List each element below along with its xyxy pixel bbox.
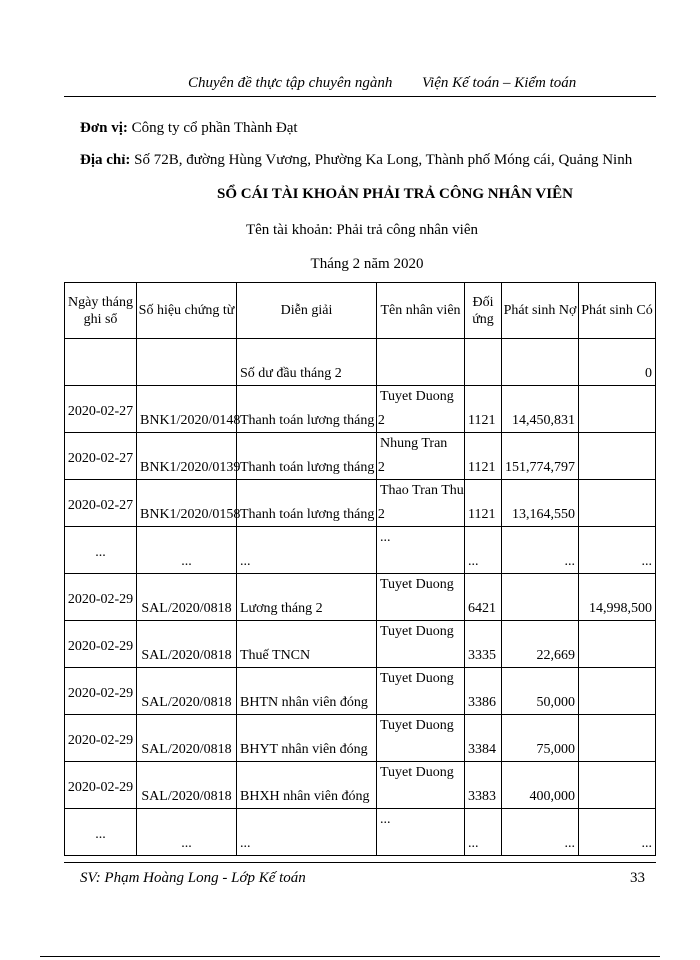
row-description: BHYT nhân viên đóng bbox=[240, 742, 368, 757]
row-credit-cell bbox=[579, 762, 656, 809]
row-employee: Tuyet Duong bbox=[380, 718, 454, 733]
row-voucher-cell bbox=[137, 386, 241, 433]
opening-account-cell bbox=[465, 339, 502, 386]
row-account-cell bbox=[465, 480, 502, 527]
col-header-date: Ngày tháng ghi sổ bbox=[65, 283, 137, 339]
row-debit-cell bbox=[502, 527, 579, 574]
row-employee: Tuyet Duong bbox=[380, 389, 454, 404]
row-date-cell bbox=[65, 480, 137, 527]
row-voucher: SAL/2020/0818 bbox=[141, 601, 232, 616]
row-account: 3335 bbox=[468, 648, 496, 663]
row-debit-cell bbox=[502, 621, 579, 668]
row-description-cell bbox=[237, 574, 377, 621]
opening-balance-row bbox=[65, 339, 656, 386]
row-employee: Tuyet Duong bbox=[380, 671, 454, 686]
opening-employee-cell bbox=[377, 339, 465, 386]
row-employee: ... bbox=[380, 812, 391, 827]
opening-voucher-cell bbox=[137, 339, 237, 386]
footer-rule bbox=[64, 862, 656, 863]
row-description: Thanh toán lương tháng 2 bbox=[240, 507, 385, 522]
table-row bbox=[65, 762, 656, 809]
row-voucher-cell bbox=[137, 715, 237, 762]
row-employee-cell bbox=[377, 809, 465, 856]
row-debit-cell bbox=[502, 762, 579, 809]
row-debit: 22,669 bbox=[536, 648, 575, 663]
row-description: Lương tháng 2 bbox=[240, 601, 323, 616]
row-description-cell bbox=[237, 480, 385, 527]
row-employee-cell bbox=[377, 762, 465, 809]
table-row bbox=[65, 621, 656, 668]
row-debit-cell bbox=[502, 433, 579, 480]
row-description-cell bbox=[237, 809, 377, 856]
row-account-cell bbox=[465, 621, 502, 668]
row-debit: 50,000 bbox=[536, 695, 575, 710]
header-course-title: Chuyên đề thực tập chuyên ngành bbox=[188, 75, 393, 91]
row-account: 1121 bbox=[468, 460, 496, 475]
header-rule bbox=[64, 96, 656, 97]
footer-student: SV: Phạm Hoàng Long - Lớp Kế toán bbox=[80, 870, 306, 886]
row-account-cell bbox=[465, 762, 502, 809]
row-employee: Tuyet Duong bbox=[380, 765, 454, 780]
row-employee-cell bbox=[377, 715, 465, 762]
row-date-cell bbox=[65, 715, 137, 762]
col-header-voucher: Số hiệu chứng từ bbox=[137, 283, 237, 339]
row-employee-cell bbox=[377, 668, 465, 715]
row-voucher-cell bbox=[137, 480, 241, 527]
row-voucher: SAL/2020/0818 bbox=[141, 742, 232, 757]
row-date: 2020-02-27 bbox=[67, 451, 134, 467]
row-credit-cell bbox=[579, 809, 656, 856]
header-institute: Viện Kế toán – Kiểm toán bbox=[422, 75, 577, 91]
company-unit bbox=[80, 120, 298, 137]
col-header-description: Diễn giải bbox=[237, 283, 377, 339]
table-row bbox=[65, 574, 656, 621]
row-account: 6421 bbox=[468, 601, 496, 616]
row-credit-cell bbox=[579, 527, 656, 574]
row-date: 2020-02-27 bbox=[67, 404, 134, 420]
row-voucher: ... bbox=[181, 836, 192, 851]
row-credit-cell bbox=[579, 621, 656, 668]
row-date-cell bbox=[65, 527, 137, 574]
row-account-cell bbox=[465, 433, 502, 480]
row-date-cell bbox=[65, 621, 137, 668]
opening-description-cell bbox=[237, 339, 377, 386]
page-bottom-rule bbox=[40, 956, 660, 957]
row-debit: 13,164,550 bbox=[512, 507, 575, 522]
row-debit-cell bbox=[502, 715, 579, 762]
row-debit: ... bbox=[564, 554, 575, 569]
table-row bbox=[65, 809, 656, 856]
row-employee-cell bbox=[377, 433, 465, 480]
row-date: 2020-02-29 bbox=[67, 592, 134, 608]
row-employee: Thao Tran Thu bbox=[380, 483, 464, 498]
row-description: ... bbox=[240, 836, 251, 851]
row-account-cell bbox=[465, 668, 502, 715]
row-debit-cell bbox=[502, 480, 579, 527]
table-header-row bbox=[65, 283, 656, 339]
row-date-cell bbox=[65, 668, 137, 715]
row-employee-cell bbox=[377, 480, 465, 527]
row-employee-cell bbox=[377, 621, 465, 668]
row-voucher-cell bbox=[137, 621, 237, 668]
row-account: 1121 bbox=[468, 507, 496, 522]
row-voucher: BNK1/2020/0148 bbox=[140, 413, 241, 428]
row-debit: 14,450,831 bbox=[512, 413, 575, 428]
row-debit: ... bbox=[564, 836, 575, 851]
ledger-table bbox=[64, 282, 656, 856]
page-number: 33 bbox=[630, 870, 645, 886]
company-address bbox=[80, 152, 632, 169]
table-row bbox=[65, 668, 656, 715]
row-account: 3386 bbox=[468, 695, 496, 710]
row-date: ... bbox=[95, 545, 106, 561]
row-debit: 400,000 bbox=[529, 789, 575, 804]
row-debit: 75,000 bbox=[536, 742, 575, 757]
row-voucher: ... bbox=[181, 554, 192, 569]
row-voucher: SAL/2020/0818 bbox=[141, 695, 232, 710]
row-employee-cell bbox=[377, 386, 465, 433]
row-date: 2020-02-29 bbox=[67, 639, 134, 655]
row-account: ... bbox=[468, 836, 479, 851]
row-credit-cell bbox=[579, 386, 656, 433]
row-description-cell bbox=[237, 386, 385, 433]
row-description: Thanh toán lương tháng 2 bbox=[240, 460, 385, 475]
row-date: 2020-02-29 bbox=[67, 686, 134, 702]
row-voucher-cell bbox=[137, 574, 237, 621]
opening-credit: 0 bbox=[645, 366, 652, 381]
address-label: Địa chỉ: bbox=[80, 152, 131, 168]
row-date: 2020-02-29 bbox=[67, 733, 134, 749]
row-date: 2020-02-27 bbox=[67, 498, 134, 514]
row-account-cell bbox=[465, 574, 502, 621]
row-description: Thuế TNCN bbox=[240, 648, 311, 663]
row-credit-cell bbox=[579, 668, 656, 715]
row-debit-cell bbox=[502, 668, 579, 715]
row-date-cell bbox=[65, 386, 137, 433]
ledger-title: SỔ CÁI TÀI KHOẢN PHẢI TRẢ CÔNG NHÂN VIÊN bbox=[217, 186, 573, 202]
row-voucher: SAL/2020/0818 bbox=[141, 789, 232, 804]
table-row bbox=[65, 527, 656, 574]
col-header-debit: Phát sinh Nợ bbox=[502, 283, 579, 339]
row-voucher: BNK1/2020/0158 bbox=[140, 507, 241, 522]
row-voucher: SAL/2020/0818 bbox=[141, 648, 232, 663]
row-employee: ... bbox=[380, 530, 391, 545]
row-date: ... bbox=[95, 827, 106, 843]
row-voucher-cell bbox=[137, 762, 237, 809]
address-value: Số 72B, đường Hùng Vương, Phường Ka Long, Thành phố Móng cái, Quảng Ninh bbox=[130, 152, 633, 168]
col-header-credit: Phát sinh Có bbox=[579, 283, 656, 339]
row-date-cell bbox=[65, 762, 137, 809]
opening-description: Số dư đầu tháng 2 bbox=[240, 366, 342, 381]
row-date-cell bbox=[65, 809, 137, 856]
row-date: 2020-02-29 bbox=[67, 780, 134, 796]
col-header-employee: Tên nhân viên bbox=[377, 283, 465, 339]
row-employee-cell bbox=[377, 527, 465, 574]
row-credit-cell bbox=[579, 480, 656, 527]
table-row bbox=[65, 386, 656, 433]
row-voucher-cell bbox=[137, 668, 237, 715]
row-description-cell bbox=[237, 527, 377, 574]
row-voucher-cell bbox=[137, 433, 241, 480]
row-credit: ... bbox=[641, 554, 652, 569]
row-account-cell bbox=[465, 715, 502, 762]
row-employee: Tuyet Duong bbox=[380, 624, 454, 639]
row-credit: 14,998,500 bbox=[589, 601, 652, 616]
col-header-counter-account: Đối ứng bbox=[465, 283, 502, 339]
row-account-cell bbox=[465, 809, 502, 856]
row-description-cell bbox=[237, 621, 377, 668]
row-description-cell bbox=[237, 762, 377, 809]
row-date-cell bbox=[65, 574, 137, 621]
row-account: 3384 bbox=[468, 742, 496, 757]
row-description: BHXH nhân viên đóng bbox=[240, 789, 370, 804]
row-debit: 151,774,797 bbox=[505, 460, 575, 475]
table-row bbox=[65, 433, 656, 480]
row-account: ... bbox=[468, 554, 479, 569]
row-description: ... bbox=[240, 554, 251, 569]
account-name: Tên tài khoản: Phải trả công nhân viên bbox=[245, 222, 479, 238]
row-description: Thanh toán lương tháng 2 bbox=[240, 413, 385, 428]
row-voucher: BNK1/2020/0139 bbox=[140, 460, 241, 475]
row-voucher-cell bbox=[137, 527, 237, 574]
row-account: 1121 bbox=[468, 413, 496, 428]
opening-date-cell bbox=[65, 339, 137, 386]
row-voucher-cell bbox=[137, 809, 237, 856]
row-employee: Tuyet Duong bbox=[380, 577, 454, 592]
row-account: 3383 bbox=[468, 789, 496, 804]
row-debit-cell bbox=[502, 386, 579, 433]
table-row bbox=[65, 480, 656, 527]
table-row bbox=[65, 715, 656, 762]
row-date-cell bbox=[65, 433, 137, 480]
row-debit-cell bbox=[502, 809, 579, 856]
row-account-cell bbox=[465, 386, 502, 433]
row-credit-cell bbox=[579, 715, 656, 762]
row-employee: Nhung Tran bbox=[380, 436, 448, 451]
row-description-cell bbox=[237, 433, 385, 480]
row-employee-cell bbox=[377, 574, 465, 621]
unit-value: Công ty cổ phần Thành Đạt bbox=[127, 120, 298, 136]
opening-debit-cell bbox=[502, 339, 579, 386]
row-description-cell bbox=[237, 668, 377, 715]
ledger-period: Tháng 2 năm 2020 bbox=[310, 256, 424, 272]
row-credit-cell bbox=[579, 574, 656, 621]
row-description: BHTN nhân viên đóng bbox=[240, 695, 368, 710]
row-account-cell bbox=[465, 527, 502, 574]
row-description-cell bbox=[237, 715, 377, 762]
opening-credit-cell bbox=[579, 339, 656, 386]
row-credit-cell bbox=[579, 433, 656, 480]
unit-label: Đơn vị: bbox=[80, 120, 128, 136]
row-debit-cell bbox=[502, 574, 579, 621]
row-credit: ... bbox=[641, 836, 652, 851]
